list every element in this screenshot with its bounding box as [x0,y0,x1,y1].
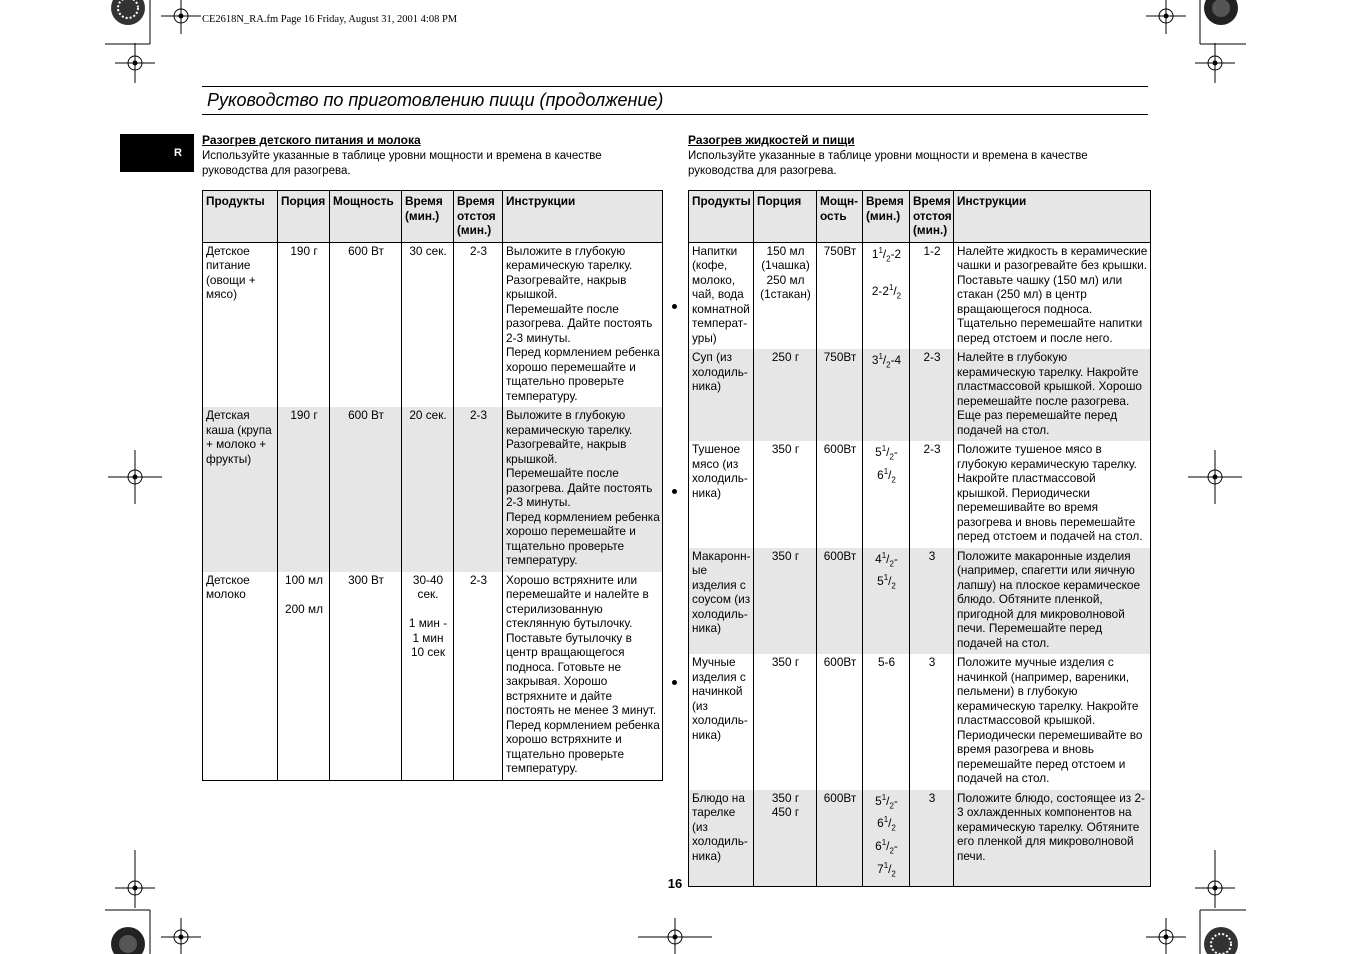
cell-instructions: Налейте жидкость в керамические чашки и разогревайте без крышки. Поставьте чашку (150 мл) или стакан (250 мл) в центр вращающегося подноса. Тщательно перемешайте напитки перед отстоем и после него. [954,242,1151,349]
cell-standing: 3 [910,790,954,887]
cell-instructions: Положите тушеное мясо в глубокую керамическую тарелку. Накройте пластмассовой крышкой. Периодически перемешивайте во время разогрева и вновь перемешайте перед отстоем и подачей на стол. [954,441,1151,548]
cell-portion: 350 г [754,654,817,790]
file-header: CE2618N_RA.fm Page 16 Friday, August 31, 2001 4:08 PM [202,14,458,25]
cell-instructions: Выложите в глубокую керамическую тарелку. Разогревайте, накрыв крышкой. Перемешайте после разогрева. Дайте постоять 2-3 минуты. Перед кормлением ребенка хорошо перемешайте и тщательно проверьте температуру. [503,407,663,572]
cell-standing: 2-3 [454,572,503,781]
header-instructions: Инструкции [503,191,663,243]
registration-dial [1204,0,1238,25]
cell-power: 750Вт [817,242,863,349]
cell-time: $5^1/_2-6^1/_2$ $6^1/_2-7^1/_2$ [863,790,910,887]
cell-portion: 100 мл 200 мл [278,572,330,781]
cell-portion: 350 г 450 г [754,790,817,887]
left-section-title: Разогрев детского питания и молока [202,133,421,147]
cell-instructions: Положите блюдо, состоящее из 2-3 охлажденных компонентов на керамическую тарелку. Обтяните его пленкой для микроволновой печи. [954,790,1151,887]
page-number: 16 [667,876,683,891]
cell-instructions: Хорошо встряхните или перемешайте и налейте в стерилизованную стеклянную бутылочку. Поставьте бутылочку в центр вращающегося подноса. Готовьте не закрывая. Хорошо встряхните и дайте постоять не менее 3 минут. Перед кормлением ребенка хорошо встряхните и тщательно проверьте температуру. [503,572,663,781]
cell-time: 20 сек. [402,407,454,572]
header-instructions: Инструкции [954,191,1151,243]
header-power: Мощн-ость [817,191,863,243]
cell-product: Мучные изделия с начинкой (из холодиль-ника) [689,654,754,790]
page-title: Руководство по приготовлению пищи (продолжение) [207,90,664,110]
header-time: Время (мин.) [402,191,454,243]
header-standing: Время отстоя (мин.) [454,191,503,243]
cell-power: 300 Вт [330,572,402,781]
language-tab-label: R [174,147,182,159]
registration-dial [1204,927,1238,954]
right-section-intro: Используйте указанные в таблице уровни мощности и времена в качестве руководства для разогрева. [688,150,1088,177]
cell-instructions: Положите мучные изделия с начинкой (например, вареники, пельмени) в глубокую керамическую тарелку. Накройте пластмассовой крышкой. Периодически перемешивайте во время разогрева и вновь перемешайте перед отстоем и подачей на стол. [954,654,1151,790]
cell-power: 600Вт [817,441,863,548]
registration-dial [111,927,145,954]
header-power: Мощность [330,191,402,243]
cell-time: $3^1/_2-4$ [863,349,910,441]
header-portion: Порция [754,191,817,243]
cell-standing: 2-3 [454,242,503,407]
header-standing: Время отстоя (мин.) [910,191,954,243]
cell-product: Детская каша (крупа + молоко + фрукты) [203,407,278,572]
cell-product: Детское молоко [203,572,278,781]
cell-standing: 2-3 [910,441,954,548]
cell-instructions: Положите макаронные изделия (например, спагетти или яичную лапшу) на плоское керамическое блюдо. Обтяните пленкой, пригодной для микроволновой печи. Перемешайте перед подачей на стол. [954,548,1151,655]
cell-portion: 190 г [278,242,330,407]
cell-product: Блюдо на тарелке (из холодиль-ника) [689,790,754,887]
cell-portion: 350 г [754,441,817,548]
cell-power: 750Вт [817,349,863,441]
crosshair-mark [1195,850,1235,908]
cell-power: 600 Вт [330,242,402,407]
header-portion: Порция [278,191,330,243]
cell-standing: 2-3 [910,349,954,441]
cell-standing: 3 [910,548,954,655]
cell-product: Суп (из холодиль-ника) [689,349,754,441]
cell-product: Макаронн-ые изделия с соусом (из холодиль-ника) [689,548,754,655]
cell-product: Напитки (кофе, молоко, чай, вода комнатной температ-уры) [689,242,754,349]
cell-power: 600Вт [817,548,863,655]
cell-time: 30 сек. [402,242,454,407]
header-products: Продукты [203,191,278,243]
cell-power: 600Вт [817,654,863,790]
registration-dial [111,0,145,25]
cell-standing: 3 [910,654,954,790]
cell-standing: 1-2 [910,242,954,349]
header-products: Продукты [689,191,754,243]
cell-power: 600Вт [817,790,863,887]
cell-instructions: Налейте в глубокую керамическую тарелку. Накройте пластмассовой крышкой. Хорошо перемешайте после разогрева. Еще раз перемешайте перед подачей на стол. [954,349,1151,441]
cell-portion: 250 г [754,349,817,441]
left-section-intro: Используйте указанные в таблице уровни мощности и времена в качестве руководства для разогрева. [202,150,602,177]
cell-power: 600 Вт [330,407,402,572]
cell-instructions: Выложите в глубокую керамическую тарелку. Разогревайте, накрыв крышкой. Перемешайте после разогрева. Дайте постоять 2-3 минуты. Перед кормлением ребенка хорошо перемешайте и тщательно проверьте температуру. [503,242,663,407]
cell-product: Детское питание (овощи + мясо) [203,242,278,407]
right-section-title: Разогрев жидкостей и пищи [688,133,855,147]
cell-standing: 2-3 [454,407,503,572]
crosshair-mark [115,850,155,908]
cell-portion: 190 г [278,407,330,572]
header-time: Время (мин.) [863,191,910,243]
cell-time: $4^1/_2-5^1/_2$ [863,548,910,655]
cell-time: 30-40 сек. 1 мин - 1 мин 10 сек [402,572,454,781]
cell-portion: 150 мл (1чашка) 250 мл (1стакан) [754,242,817,349]
cell-time: $1^1/_2-2$ $2-2^1/_2$ [863,242,910,349]
cell-time: 5-6 [863,654,910,790]
cell-portion: 350 г [754,548,817,655]
cell-product: Тушеное мясо (из холодиль-ника) [689,441,754,548]
cell-time: $5^1/_2-6^1/_2$ [863,441,910,548]
